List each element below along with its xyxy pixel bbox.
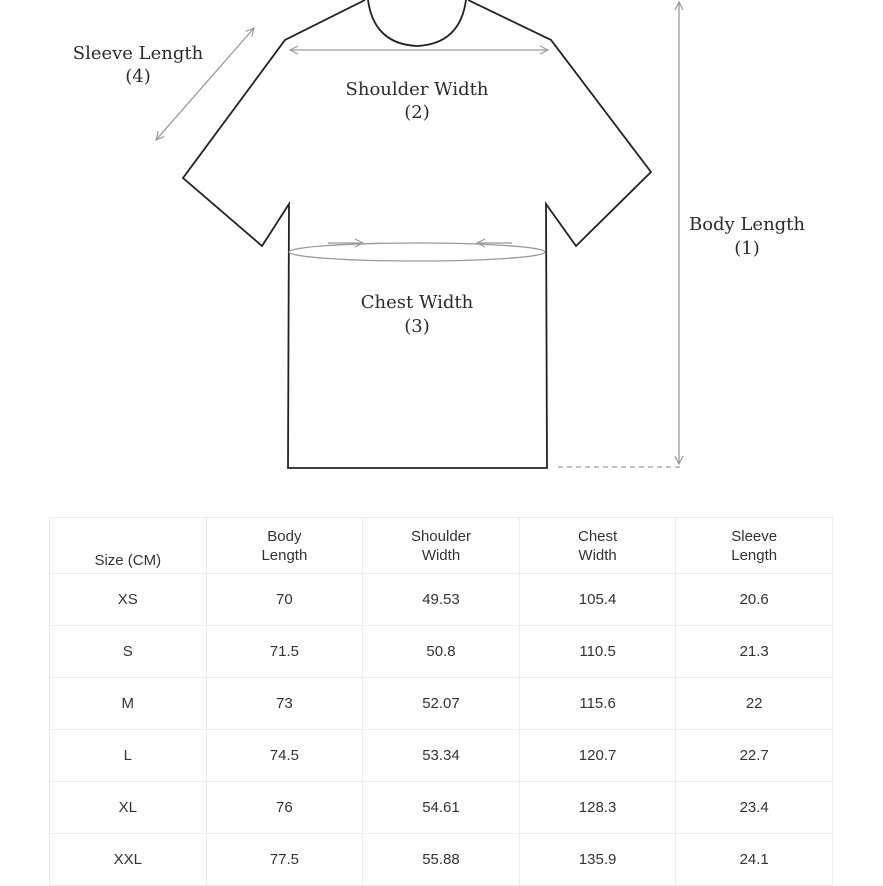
size-chart [49,517,833,886]
shoulder-width-label: Shoulder Width [345,79,489,100]
chest-width-label: Chest Width [360,292,474,313]
shoulder-width-cell: 55.88 [363,834,520,886]
shoulder-width-cell: 54.61 [363,782,520,834]
size-table [49,517,833,886]
sleeve-length-label: Sleeve Length [72,43,204,64]
header-sleeve-length: Sleeve Length [676,518,833,574]
shoulder-width-number: (2) [404,102,430,123]
size-cell: M [50,678,207,730]
size-cell: XS [50,574,207,626]
body-length-cell: 74.5 [206,730,363,782]
sleeve-length-cell: 20.6 [676,574,833,626]
size-cell: L [50,730,207,782]
size-cell: XXL [50,834,207,886]
sleeve-length-cell: 24.1 [676,834,833,886]
chest-width-cell: 110.5 [519,626,676,678]
body-length-cell: 76 [206,782,363,834]
table-row [50,678,833,730]
body-length-cell: 73 [206,678,363,730]
chest-width-cell: 120.7 [519,730,676,782]
body-length-number: (1) [734,238,760,259]
table-row [50,782,833,834]
size-cell: S [50,626,207,678]
sleeve-length-number: (4) [125,66,151,87]
chest-width-cell: 128.3 [519,782,676,834]
body-length-cell: 77.5 [206,834,363,886]
sleeve-length-cell: 21.3 [676,626,833,678]
table-row [50,730,833,782]
shoulder-width-cell: 52.07 [363,678,520,730]
table-row [50,574,833,626]
body-length-cell: 71.5 [206,626,363,678]
table-row [50,834,833,886]
shoulder-width-cell: 49.53 [363,574,520,626]
chest-width-cell: 135.9 [519,834,676,886]
chest-width-cell: 105.4 [519,574,676,626]
header-shoulder-width: Shoulder Width [363,518,520,574]
size-table-header-row [50,518,833,574]
body-length-label: Body Length [688,214,806,235]
sleeve-length-cell: 22 [676,678,833,730]
header-chest-width: Chest Width [519,518,676,574]
sleeve-length-cell: 22.7 [676,730,833,782]
shoulder-width-cell: 50.8 [363,626,520,678]
size-cell: XL [50,782,207,834]
header-size: Size (CM) [50,518,207,574]
body-length-cell: 70 [206,574,363,626]
tshirt-outline [183,0,651,468]
sleeve-length-cell: 23.4 [676,782,833,834]
chest-width-cell: 115.6 [519,678,676,730]
chest-width-number: (3) [404,316,430,337]
shoulder-width-cell: 53.34 [363,730,520,782]
header-body-length: Body Length [206,518,363,574]
table-row [50,626,833,678]
